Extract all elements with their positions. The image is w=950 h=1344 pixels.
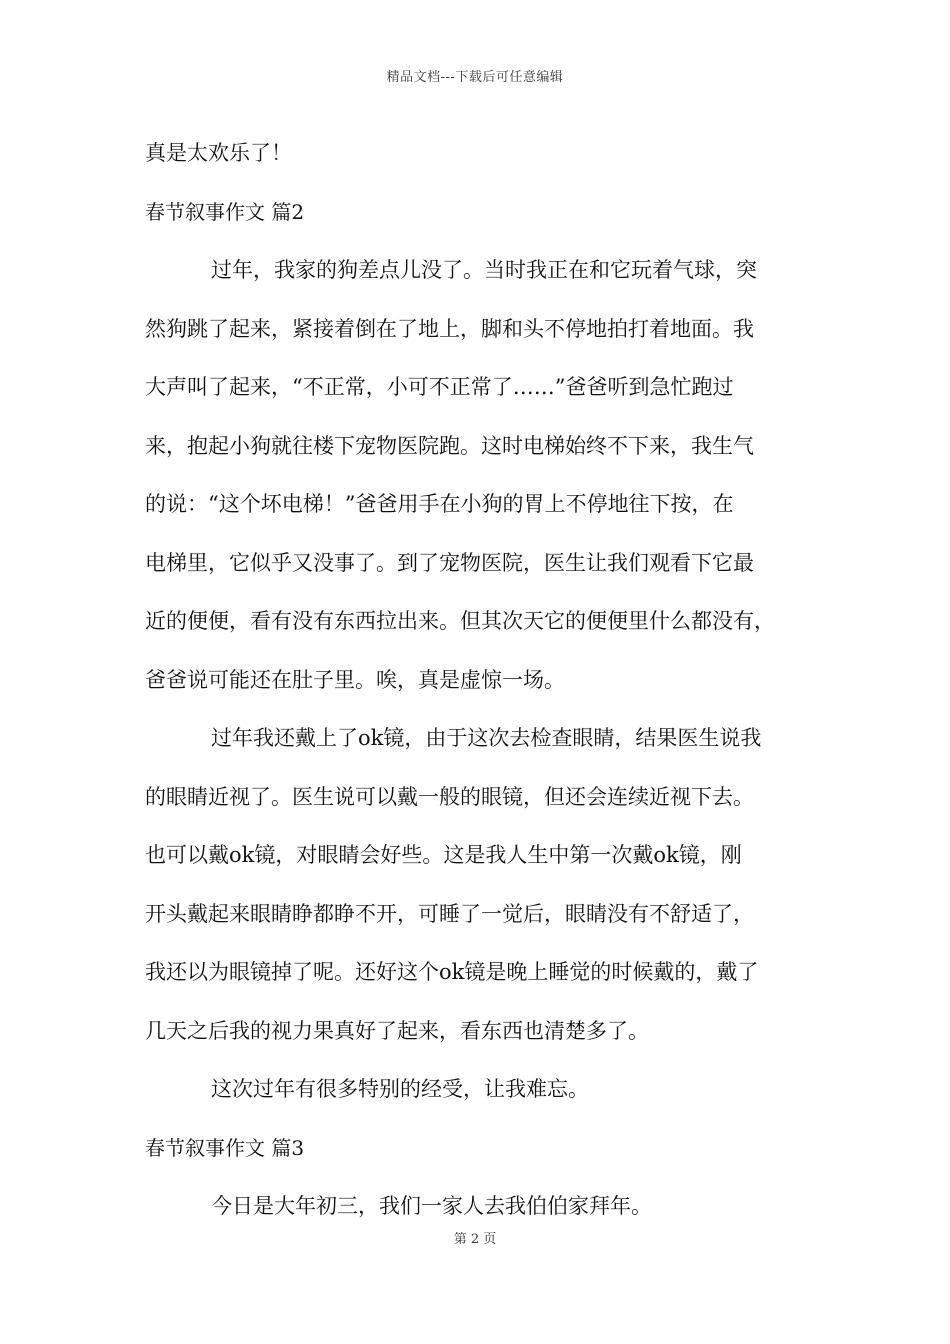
text-line: 今日是大年初三，我们一家人去我伯伯家拜年。 <box>211 1194 652 1218</box>
section-heading: 春节叙事作文 篇3 <box>145 1135 305 1160</box>
text-line: 的说：“这个坏电梯！”爸爸用手在小狗的胃上不停地往下按，在 <box>145 492 734 516</box>
text-line: 过年我还戴上了ok镜，由于这次去检查眼睛，结果医生说我 <box>211 726 762 750</box>
text-line: 来，抱起小狗就往楼下宠物医院跑。这时电梯始终不下来，我生气 <box>145 433 754 458</box>
text-line: 也可以戴ok镜，对眼睛会好些。这是我人生中第一次戴ok镜，刚 <box>145 843 742 867</box>
text-line: 几天之后我的视力果真好了起来，看东西也清楚多了。 <box>145 1018 649 1043</box>
page-header: 精品文档---下载后可任意编辑 <box>386 70 564 85</box>
document-body <box>145 128 825 1240</box>
text-line: 然狗跳了起来，紧接着倒在了地上，脚和头不停地拍打着地面。我 <box>145 316 754 341</box>
text-line: 电梯里，它似乎又没事了。到了宠物医院，医生让我们观看下它最 <box>145 550 754 575</box>
text-line: 爸爸说可能还在肚子里。唉，真是虚惊一场。 <box>145 667 565 692</box>
text-line: 真是太欢乐了！ <box>145 141 292 165</box>
page-number: 第 2 页 <box>453 1232 497 1247</box>
text-line: 我还以为眼镜掉了呢。还好这个ok镜是晚上睡觉的时候戴的，戴了 <box>145 960 759 984</box>
text-line: 大声叫了起来，“不正常，小可不正常了……”爸爸听到急忙跑过 <box>145 375 734 399</box>
section-heading: 春节叙事作文 篇2 <box>145 199 305 224</box>
text-line: 近的便便，看有没有东西拉出来。但其次天它的便便里什么都没有， <box>145 609 775 633</box>
text-line: 的眼睛近视了。医生说可以戴一般的眼镜，但还会连续近视下去。 <box>145 784 754 809</box>
text-line: 开头戴起来眼睛睁都睁不开，可睡了一觉后，眼睛没有不舒适了， <box>145 901 754 926</box>
text-line: 这次过年有很多特别的经受，让我难忘。 <box>211 1077 589 1101</box>
text-line: 过年，我家的狗差点儿没了。当时我正在和它玩着气球，突 <box>211 258 757 282</box>
